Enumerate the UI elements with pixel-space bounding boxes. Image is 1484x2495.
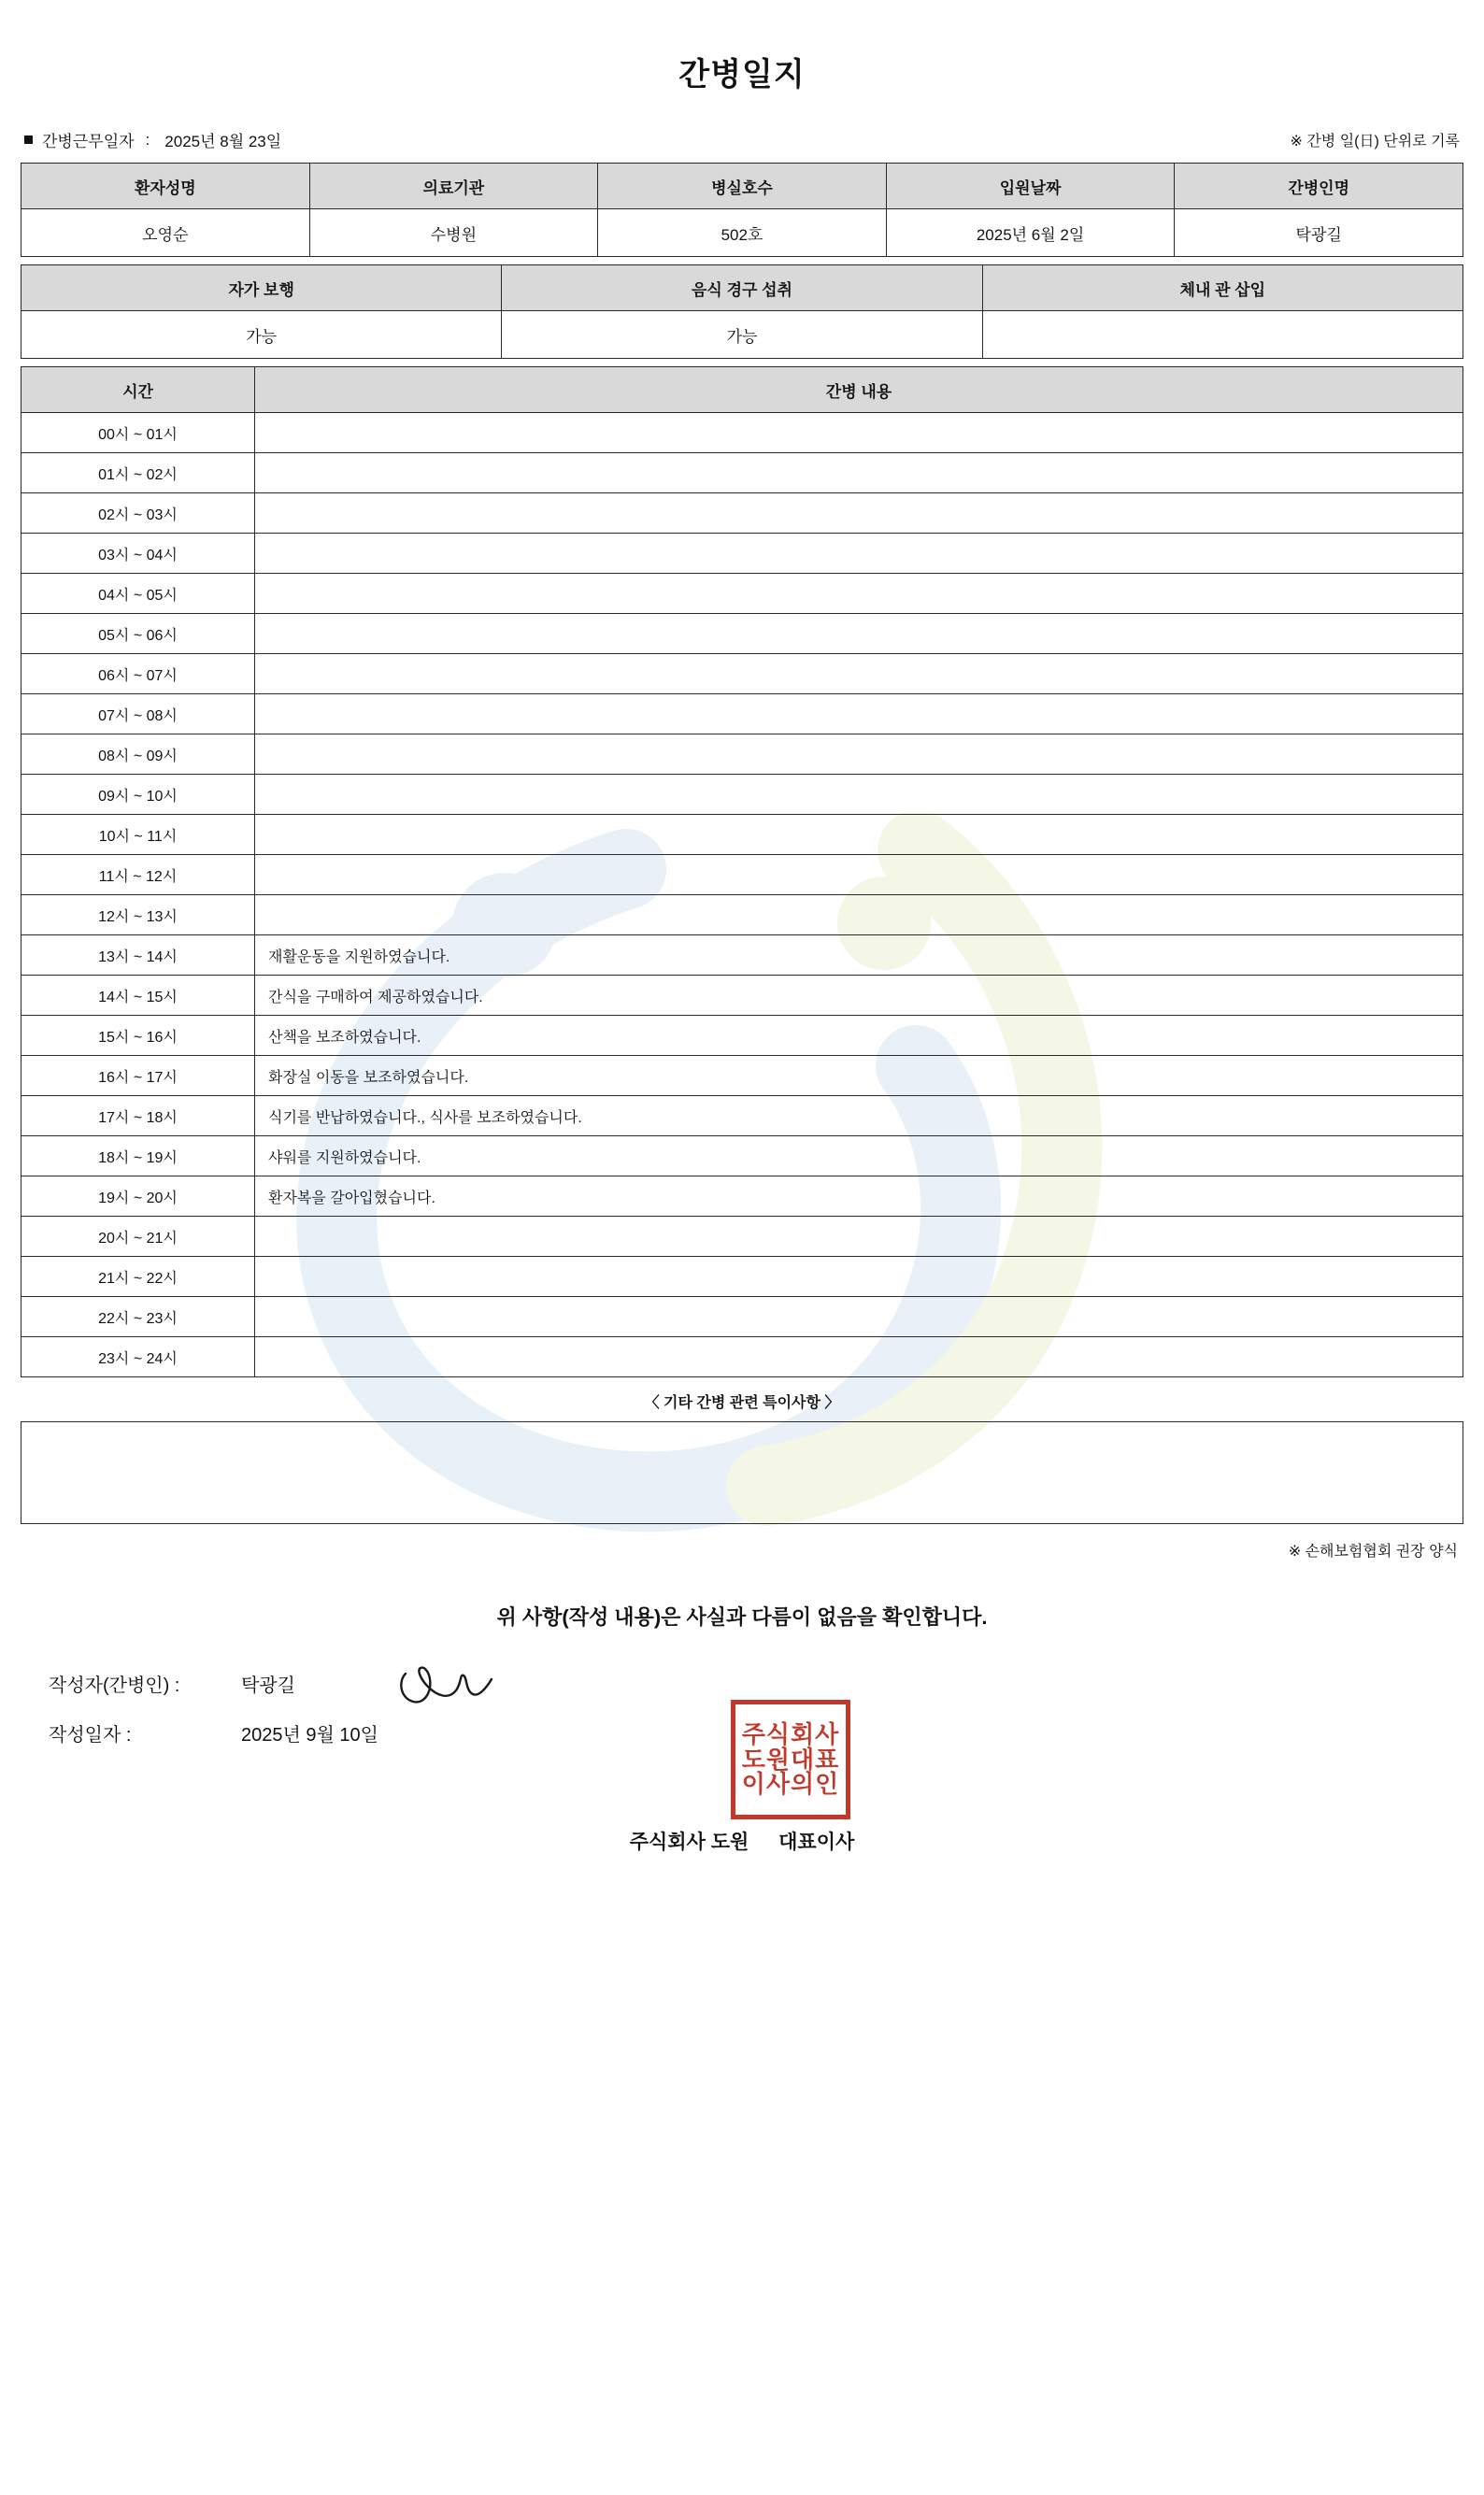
- table-row: [21, 815, 1463, 855]
- care-content-cell[interactable]: [255, 855, 1463, 895]
- table-row: [21, 1136, 1463, 1176]
- table-row: [21, 1176, 1463, 1217]
- table-row: [21, 1337, 1463, 1377]
- patient-condition-table: [21, 264, 1463, 359]
- table-row-header: [21, 164, 1463, 209]
- time-slot-label: 01시 ~ 02시: [21, 453, 255, 493]
- care-content-cell[interactable]: 식기를 반납하였습니다., 식사를 보조하였습니다.: [255, 1096, 1463, 1136]
- time-slot-label: 08시 ~ 09시: [21, 734, 255, 775]
- col-header-admission-date: 입원날짜: [886, 164, 1175, 209]
- time-slot-label: 02시 ~ 03시: [21, 493, 255, 534]
- stamp-line-2: 도원대표: [741, 1745, 840, 1774]
- work-date-group: [24, 128, 281, 151]
- value-institution: 수병원: [309, 209, 598, 257]
- table-row: [21, 311, 1463, 359]
- time-slot-label: 23시 ~ 24시: [21, 1337, 255, 1377]
- col-header-care-content: 간병 내용: [255, 367, 1463, 413]
- care-content-cell[interactable]: 재활운동을 지원하였습니다.: [255, 935, 1463, 976]
- table-row: [21, 976, 1463, 1016]
- time-slot-label: 07시 ~ 08시: [21, 694, 255, 734]
- table-row: [21, 1217, 1463, 1257]
- col-header-self-walking: 자가 보행: [21, 265, 502, 311]
- care-content-cell[interactable]: [255, 775, 1463, 815]
- care-content-cell[interactable]: [255, 614, 1463, 654]
- table-row: [21, 1056, 1463, 1096]
- care-content-cell[interactable]: [255, 654, 1463, 694]
- care-content-cell[interactable]: [255, 694, 1463, 734]
- stamp-line-3: 이사의인: [741, 1770, 840, 1799]
- table-row: [21, 694, 1463, 734]
- table-row: [21, 534, 1463, 574]
- time-slot-label: 12시 ~ 13시: [21, 895, 255, 935]
- care-content-cell[interactable]: [255, 734, 1463, 775]
- time-slot-label: 17시 ~ 18시: [21, 1096, 255, 1136]
- table-row: [21, 734, 1463, 775]
- square-bullet-icon: [24, 135, 33, 144]
- table-row: [21, 855, 1463, 895]
- care-content-cell[interactable]: 화장실 이동을 보조하였습니다.: [255, 1056, 1463, 1096]
- care-content-cell[interactable]: [255, 534, 1463, 574]
- care-content-cell[interactable]: [255, 1337, 1463, 1377]
- care-content-cell[interactable]: [255, 413, 1463, 453]
- company-seal-stamp: [731, 1700, 850, 1819]
- table-row-header: [21, 265, 1463, 311]
- work-date-value: 2025년 8월 23일: [164, 133, 282, 150]
- company-role: 대표이사: [778, 1832, 855, 1853]
- time-slot-label: 15시 ~ 16시: [21, 1016, 255, 1056]
- value-oral-intake: 가능: [502, 311, 982, 359]
- col-header-institution: 의료기관: [309, 164, 598, 209]
- table-row: [21, 895, 1463, 935]
- time-slot-label: 06시 ~ 07시: [21, 654, 255, 694]
- table-row: [21, 1257, 1463, 1297]
- table-row: [21, 209, 1463, 257]
- col-header-tube-insertion: 체내 관 삽입: [982, 265, 1463, 311]
- table-row: [21, 935, 1463, 976]
- care-content-cell[interactable]: 환자복을 갈아입혔습니다.: [255, 1176, 1463, 1217]
- care-content-cell[interactable]: [255, 1217, 1463, 1257]
- table-row-header: [21, 367, 1463, 413]
- work-date-label: 간병근무일자: [42, 133, 135, 150]
- time-slot-label: 22시 ~ 23시: [21, 1297, 255, 1337]
- remarks-title: 〈 기타 간병 관련 특이사항 〉: [644, 1395, 840, 1411]
- time-slot-label: 05시 ~ 06시: [21, 614, 255, 654]
- care-content-cell[interactable]: [255, 1297, 1463, 1337]
- table-row: [21, 614, 1463, 654]
- value-admission-date: 2025년 6월 2일: [886, 209, 1175, 257]
- time-slot-label: 21시 ~ 22시: [21, 1257, 255, 1297]
- value-room-number: 502호: [598, 209, 887, 257]
- company-name: 주식회사 도원: [629, 1832, 749, 1853]
- time-slot-label: 18시 ~ 19시: [21, 1136, 255, 1176]
- writing-date-value: 2025년 9월 10일: [241, 1725, 378, 1746]
- time-slot-label: 13시 ~ 14시: [21, 935, 255, 976]
- col-header-oral-intake: 음식 경구 섭취: [502, 265, 982, 311]
- time-slot-label: 09시 ~ 10시: [21, 775, 255, 815]
- col-header-room-number: 병실호수: [598, 164, 887, 209]
- table-row: [21, 493, 1463, 534]
- care-content-cell[interactable]: [255, 895, 1463, 935]
- care-content-cell[interactable]: 샤워를 지원하였습니다.: [255, 1136, 1463, 1176]
- page-title: 간병일지: [678, 57, 806, 93]
- table-row: [21, 1016, 1463, 1056]
- time-slot-label: 03시 ~ 04시: [21, 534, 255, 574]
- col-header-caregiver-name: 간병인명: [1175, 164, 1463, 209]
- time-slot-label: 10시 ~ 11시: [21, 815, 255, 855]
- table-row: [21, 654, 1463, 694]
- time-slot-label: 19시 ~ 20시: [21, 1176, 255, 1217]
- remarks-box[interactable]: [21, 1421, 1463, 1524]
- work-date-colon: :: [145, 130, 150, 149]
- hourly-care-log-table: [21, 366, 1463, 1377]
- col-header-patient-name: 환자성명: [21, 164, 310, 209]
- unit-note: ※ 간병 일(日) 단위로 기록: [1290, 134, 1460, 150]
- care-content-cell[interactable]: [255, 1257, 1463, 1297]
- table-row: [21, 1096, 1463, 1136]
- time-slot-label: 04시 ~ 05시: [21, 574, 255, 614]
- care-content-cell[interactable]: 산책을 보조하였습니다.: [255, 1016, 1463, 1056]
- col-header-time: 시간: [21, 367, 255, 413]
- care-content-cell[interactable]: [255, 574, 1463, 614]
- table-row: [21, 775, 1463, 815]
- time-slot-label: 00시 ~ 01시: [21, 413, 255, 453]
- time-slot-label: 16시 ~ 17시: [21, 1056, 255, 1096]
- value-self-walking: 가능: [21, 311, 502, 359]
- handwritten-signature-icon: [394, 1659, 497, 1715]
- value-patient-name: 오영순: [21, 209, 310, 257]
- table-row: [21, 1297, 1463, 1337]
- writing-date-label: 작성일자 :: [49, 1725, 132, 1746]
- value-caregiver-name: 탁광길: [1175, 209, 1463, 257]
- confirmation-statement: 위 사항(작성 내용)은 사실과 다름이 없음을 확인합니다.: [496, 1605, 988, 1629]
- stamp-line-1: 주식회사: [741, 1720, 840, 1749]
- time-slot-label: 11시 ~ 12시: [21, 855, 255, 895]
- care-content-cell[interactable]: [255, 815, 1463, 855]
- value-tube-insertion: [982, 311, 1463, 359]
- writer-value: 탁광길: [241, 1675, 295, 1696]
- association-note: ※ 손해보험협회 권장 양식: [1288, 1544, 1458, 1560]
- time-slot-label: 14시 ~ 15시: [21, 976, 255, 1016]
- table-row: [21, 453, 1463, 493]
- table-row: [21, 574, 1463, 614]
- care-content-cell[interactable]: [255, 493, 1463, 534]
- patient-info-table: [21, 163, 1463, 257]
- writer-label: 작성자(간병인) :: [49, 1675, 180, 1696]
- meta-row: [21, 104, 1463, 163]
- table-row: [21, 413, 1463, 453]
- time-slot-label: 20시 ~ 21시: [21, 1217, 255, 1257]
- care-content-cell[interactable]: [255, 453, 1463, 493]
- care-content-cell[interactable]: 간식을 구매하여 제공하였습니다.: [255, 976, 1463, 1016]
